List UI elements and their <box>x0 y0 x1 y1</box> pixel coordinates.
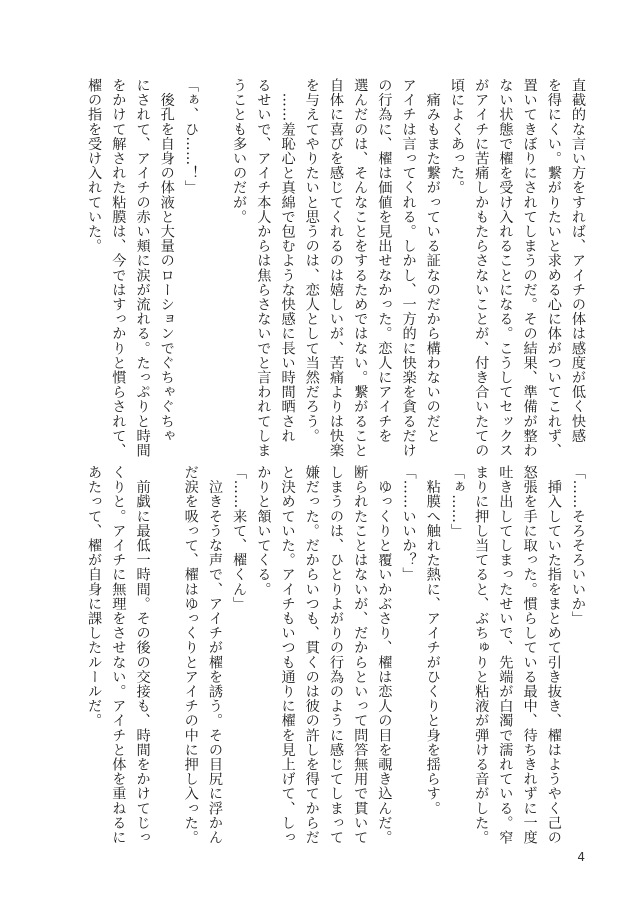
text-line: 泣きそうな声で、アイチが櫂を誘う。その目尻に浮かん <box>206 465 223 845</box>
text-line: 置いてきぼりにされてしまうのだ。その結果、準備が整わ <box>521 78 538 458</box>
text-line: 「……そろそろいいか」 <box>570 465 586 626</box>
text-line: 断られたことはないが、だからといって問答無用で貫いて <box>352 465 369 845</box>
text-line: 嫌だった。だからいつも、貫くのは彼の許しを得てからだ <box>303 465 320 845</box>
text-line: アイチは言ってくれる。しかし、一方的に快楽を貪るだけ <box>400 78 417 458</box>
text-line: の行為に、櫂は価値を見出せなかった。恋人にアイチを <box>376 78 393 443</box>
text-line: あたって、櫂が自身に課したルールだ。 <box>86 465 103 728</box>
text-line: 「ぁ……」 <box>448 465 465 538</box>
text-line: ……羞恥心と真綿で包むような快感に長い時間晒され <box>279 78 296 443</box>
text-line: 吐き出してしまったせいで、先端が白濁で濡れている。窄 <box>497 465 514 845</box>
text-line: るせいで、アイチ本人からは焦らさないでと言われてしま <box>255 78 272 458</box>
text-line: ゆっくりと覆いかぶさり、櫂は恋人の目を覗き込んだ。 <box>376 465 393 845</box>
text-line: にされて、アイチの赤い頬に涙が流れる。たっぷりと時間 <box>134 78 151 458</box>
text-line: 選んだのは、そんなことをするためではない。繋がること <box>352 78 369 458</box>
text-line: 痛みもまた繋がっている証なのだから構わないのだと <box>424 78 441 443</box>
text-line: 直截的な言い方をすれば、アイチの体は感度が低く快感 <box>570 78 586 443</box>
text-line: まりに押し当てると、ぶちゅりと粘液が弾ける音がした。 <box>473 465 490 845</box>
text-line: 怒張を手に取った。慣らしている最中、待ちきれずに一度 <box>521 465 538 845</box>
text-line: 「ぁ、ひ……！」 <box>182 78 199 195</box>
text-line: と決めていた。アイチもいつも通りに櫂を見上げて、しっ <box>279 465 296 845</box>
text-line: うことも多いのだが。 <box>231 78 248 224</box>
blank-line <box>203 78 227 445</box>
blank-line <box>155 465 179 845</box>
text-line: かりと頷いてくる。 <box>255 465 272 597</box>
text-line: がアイチに苦痛しかもたらさないことが、付き合いたての <box>473 78 490 458</box>
text-line: くりと。アイチに無理をさせない。アイチと体を重ねるに <box>110 465 127 845</box>
text-line: ない状態で櫂を受け入れることになる。こうしてセックス <box>497 78 514 458</box>
text-line: 後孔を自身の体液と大量のローションでぐちゃぐちゃ <box>158 78 175 443</box>
text-line: しまうのは、ひとりよがりの行為のように感じてしまって <box>327 465 344 845</box>
text-line: 櫂の指を受け入れていた。 <box>86 78 103 254</box>
text-line: だ涙を吸って、櫂はゆっくりとアイチの中に押し入った。 <box>182 465 199 845</box>
text-line: 前戯に最低一時間。その後の交接も、時間をかけてじっ <box>134 465 151 845</box>
text-line: 「……いいか？」 <box>400 465 417 582</box>
text-block-top <box>82 78 590 458</box>
page-number: 4 <box>577 850 585 864</box>
text-block-bottom <box>82 465 590 845</box>
text-line: を与えてやりたいと思うのは、恋人として当然だろう。 <box>303 78 320 443</box>
text-line: 粘膜へ触れた熱に、アイチがひくりと身を揺らす。 <box>424 465 441 816</box>
text-line: 挿入していた指をまとめて引き抜き、櫂はようやく己の <box>545 465 562 845</box>
text-line: 「……来て、櫂くん」 <box>231 465 248 611</box>
text-line: 自体に喜びを感じてくれるのは嬉しいが、苦痛よりは快楽 <box>327 78 344 458</box>
text-line: を得にくい。繋がりたいと求める心に体がついてこれず、 <box>545 78 562 458</box>
text-line: 頃によくあった。 <box>448 78 465 195</box>
text-line: をかけて解された粘膜は、今ではすっかりと慣らされて、 <box>110 78 127 458</box>
